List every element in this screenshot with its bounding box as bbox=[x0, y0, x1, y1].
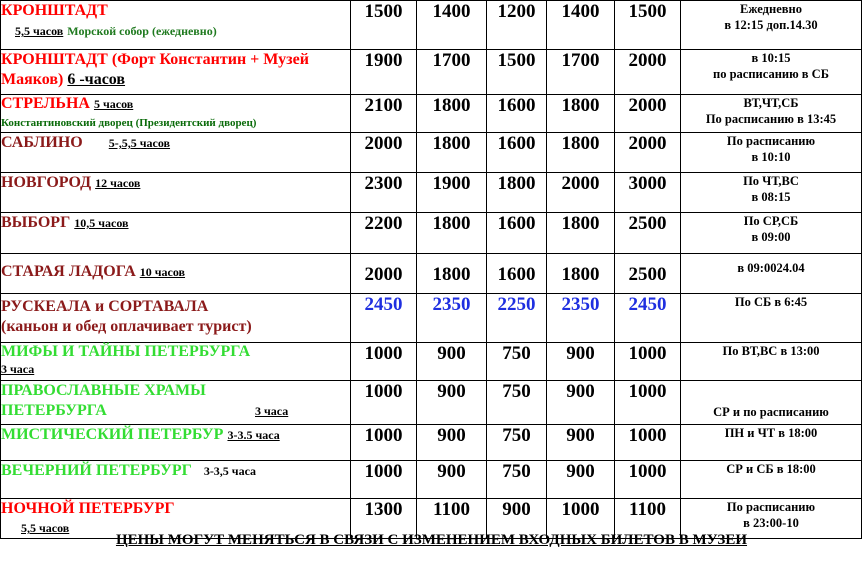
price-cell: 1800 bbox=[417, 213, 487, 254]
schedule-cell bbox=[681, 95, 862, 133]
price-cell: 1800 bbox=[417, 133, 487, 173]
tour-duration: 3 часа bbox=[1, 362, 35, 376]
tour-title: САБЛИНО bbox=[1, 134, 83, 151]
price-cell: 2250 bbox=[487, 294, 547, 343]
price-cell: 1800 bbox=[487, 173, 547, 213]
schedule-line: по расписанию в СБ bbox=[713, 67, 829, 81]
schedule-line: По ЧТ,ВС bbox=[743, 174, 799, 188]
table-row bbox=[1, 294, 862, 343]
price-cell: 2500 bbox=[615, 254, 681, 294]
tour-title: СТРЕЛЬНА bbox=[1, 95, 90, 112]
tour-subtitle: Морской собор (ежедневно) bbox=[67, 24, 217, 38]
price-cell: 2450 bbox=[615, 294, 681, 343]
price-cell: 1500 bbox=[615, 1, 681, 50]
tour-name-cell bbox=[1, 343, 351, 381]
tour-title: ПРАВОСЛАВНЫЕ ХРАМЫ ПЕТЕРБУРГА bbox=[1, 382, 206, 419]
table-row bbox=[1, 133, 862, 173]
schedule-cell bbox=[681, 133, 862, 173]
schedule-line: в 09:00 bbox=[751, 230, 791, 244]
price-cell: 1000 bbox=[351, 461, 417, 499]
tour-title: ВЫБОРГ bbox=[1, 214, 71, 231]
price-cell: 2000 bbox=[351, 133, 417, 173]
price-cell: 1500 bbox=[351, 1, 417, 50]
schedule-cell bbox=[681, 173, 862, 213]
price-cell: 1200 bbox=[487, 1, 547, 50]
price-cell: 1000 bbox=[351, 425, 417, 461]
schedule-cell bbox=[681, 213, 862, 254]
tour-title: МИФЫ И ТАЙНЫ ПЕТЕРБУРГА bbox=[1, 343, 251, 360]
tour-duration: 12 часов bbox=[95, 176, 141, 190]
price-cell: 750 bbox=[487, 381, 547, 425]
schedule-cell bbox=[681, 254, 862, 294]
price-cell: 1800 bbox=[417, 254, 487, 294]
schedule-cell bbox=[681, 343, 862, 381]
schedule-line: в 23:00-10 bbox=[743, 516, 799, 530]
price-cell: 2350 bbox=[547, 294, 615, 343]
price-cell: 2350 bbox=[417, 294, 487, 343]
schedule-line: ПН и ЧТ в 18:00 bbox=[724, 426, 818, 440]
schedule-line: ВТ,ЧТ,СБ bbox=[743, 96, 799, 110]
tour-title: КРОНШТАДТ bbox=[1, 2, 108, 19]
schedule-line: в 10:15 bbox=[751, 51, 791, 65]
price-cell: 1800 bbox=[417, 95, 487, 133]
schedule-line: в 08:15 bbox=[751, 190, 791, 204]
schedule-line: По расписанию в 13:45 bbox=[705, 112, 837, 126]
tour-subtitle: Константиновский дворец (Президентский дворец) bbox=[1, 117, 257, 129]
tour-duration: 6 -часов bbox=[67, 71, 126, 88]
tour-title: КРОНШТАДТ (Форт Константин + Музей Маяков) bbox=[1, 51, 309, 88]
table-row bbox=[1, 461, 862, 499]
price-disclaimer: ЦЕНЫ МОГУТ МЕНЯТЬСЯ В СВЯЗИ С ИЗМЕНЕНИЕМ ВХОДНЫХ БИЛЕТОВ В МУЗЕИ bbox=[115, 532, 748, 548]
tour-subtitle: (каньон и обед оплачивает турист) bbox=[1, 318, 252, 335]
price-cell: 1900 bbox=[417, 173, 487, 213]
schedule-cell bbox=[681, 381, 862, 425]
price-cell: 750 bbox=[487, 461, 547, 499]
price-cell: 1500 bbox=[487, 50, 547, 95]
price-cell: 900 bbox=[547, 381, 615, 425]
table-row bbox=[1, 425, 862, 461]
price-cell: 1100 bbox=[615, 499, 681, 539]
table-row bbox=[1, 173, 862, 213]
price-cell: 1000 bbox=[351, 343, 417, 381]
price-cell: 900 bbox=[547, 425, 615, 461]
tour-title: НОВГОРОД bbox=[1, 174, 92, 191]
price-cell: 900 bbox=[547, 461, 615, 499]
price-cell: 1400 bbox=[417, 1, 487, 50]
price-cell: 900 bbox=[547, 343, 615, 381]
schedule-line: По ВТ,ВС в 13:00 bbox=[722, 344, 820, 358]
tour-duration: 5-,5,5 часов bbox=[108, 136, 171, 150]
price-cell: 2100 bbox=[351, 95, 417, 133]
schedule-line: в 12:15 доп.14.30 bbox=[724, 18, 818, 32]
tour-name-cell bbox=[1, 1, 351, 50]
price-cell: 1800 bbox=[547, 213, 615, 254]
table-row bbox=[1, 254, 862, 294]
tour-title: СТАРАЯ ЛАДОГА bbox=[1, 263, 136, 280]
price-cell: 900 bbox=[417, 343, 487, 381]
tour-duration: 5,5 часов bbox=[15, 24, 64, 38]
price-cell: 1000 bbox=[615, 381, 681, 425]
schedule-line: По СБ в 6:45 bbox=[734, 295, 808, 309]
tour-name-cell bbox=[1, 381, 351, 425]
price-cell: 1800 bbox=[547, 95, 615, 133]
schedule-line: СР и СБ в 18:00 bbox=[726, 462, 816, 476]
price-cell: 1600 bbox=[487, 133, 547, 173]
price-cell: 2000 bbox=[615, 95, 681, 133]
schedule-line: в 10:10 bbox=[751, 150, 791, 164]
price-cell: 1800 bbox=[547, 133, 615, 173]
price-cell: 750 bbox=[487, 343, 547, 381]
tour-duration: 3 часа bbox=[255, 404, 289, 418]
table-row bbox=[1, 343, 862, 381]
price-cell: 1700 bbox=[417, 50, 487, 95]
tour-duration: 5,5 часов bbox=[21, 521, 70, 535]
tour-duration: 3-3.5 часа bbox=[227, 428, 280, 442]
tour-duration: 5 часов bbox=[93, 97, 134, 111]
schedule-cell bbox=[681, 1, 862, 50]
tour-name-cell bbox=[1, 213, 351, 254]
tour-name-cell bbox=[1, 425, 351, 461]
price-cell: 1600 bbox=[487, 213, 547, 254]
price-cell: 1400 bbox=[547, 1, 615, 50]
price-cell: 1900 bbox=[351, 50, 417, 95]
schedule-line: в 09:0024.04 bbox=[737, 261, 805, 275]
tour-duration: 10,5 часов bbox=[74, 216, 129, 230]
schedule-cell bbox=[681, 50, 862, 95]
price-cell: 1600 bbox=[487, 254, 547, 294]
price-cell: 1600 bbox=[487, 95, 547, 133]
price-cell: 1800 bbox=[547, 254, 615, 294]
tour-title: МИСТИЧЕСКИЙ ПЕТЕРБУР bbox=[1, 426, 224, 443]
price-cell: 3000 bbox=[615, 173, 681, 213]
price-cell: 2300 bbox=[351, 173, 417, 213]
schedule-cell bbox=[681, 461, 862, 499]
price-cell: 2450 bbox=[351, 294, 417, 343]
tour-name-cell bbox=[1, 254, 351, 294]
tour-name-cell bbox=[1, 50, 351, 95]
tour-name-cell bbox=[1, 173, 351, 213]
tour-title: ВЕЧЕРНИЙ ПЕТЕРБУРГ bbox=[1, 462, 192, 479]
tour-title: РУСКЕАЛА и СОРТАВАЛА bbox=[1, 298, 209, 315]
price-cell: 1000 bbox=[547, 499, 615, 539]
price-cell: 1100 bbox=[417, 499, 487, 539]
tour-duration: 3-3,5 часа bbox=[203, 464, 257, 478]
table-row bbox=[1, 1, 862, 50]
tour-name-cell bbox=[1, 133, 351, 173]
price-cell: 1000 bbox=[351, 381, 417, 425]
price-cell: 750 bbox=[487, 425, 547, 461]
tour-duration: 10 часов bbox=[139, 265, 186, 279]
tour-name-cell bbox=[1, 95, 351, 133]
price-cell: 900 bbox=[417, 381, 487, 425]
schedule-cell bbox=[681, 294, 862, 343]
price-cell: 2000 bbox=[615, 50, 681, 95]
table-row bbox=[1, 95, 862, 133]
price-cell: 2000 bbox=[547, 173, 615, 213]
schedule-cell bbox=[681, 425, 862, 461]
price-cell: 1000 bbox=[615, 461, 681, 499]
table-row bbox=[1, 381, 862, 425]
price-cell: 2000 bbox=[615, 133, 681, 173]
table-row bbox=[1, 50, 862, 95]
price-cell: 1700 bbox=[547, 50, 615, 95]
price-cell: 1000 bbox=[615, 343, 681, 381]
price-cell: 1300 bbox=[351, 499, 417, 539]
tour-title: НОЧНОЙ ПЕТЕРБУРГ bbox=[1, 500, 175, 517]
schedule-line: По СР,СБ bbox=[743, 214, 799, 228]
table-row bbox=[1, 213, 862, 254]
price-cell: 900 bbox=[417, 461, 487, 499]
price-cell: 900 bbox=[417, 425, 487, 461]
schedule-line: СР и по расписанию bbox=[713, 405, 829, 419]
price-cell: 2500 bbox=[615, 213, 681, 254]
schedule-line: По расписанию bbox=[726, 134, 816, 148]
price-cell: 2200 bbox=[351, 213, 417, 254]
schedule-line: Ежедневно bbox=[740, 2, 802, 16]
tour-name-cell bbox=[1, 461, 351, 499]
price-cell: 900 bbox=[487, 499, 547, 539]
tour-name-cell bbox=[1, 294, 351, 343]
price-cell: 2000 bbox=[351, 254, 417, 294]
price-cell: 1000 bbox=[615, 425, 681, 461]
schedule-line: По расписанию bbox=[726, 500, 816, 514]
